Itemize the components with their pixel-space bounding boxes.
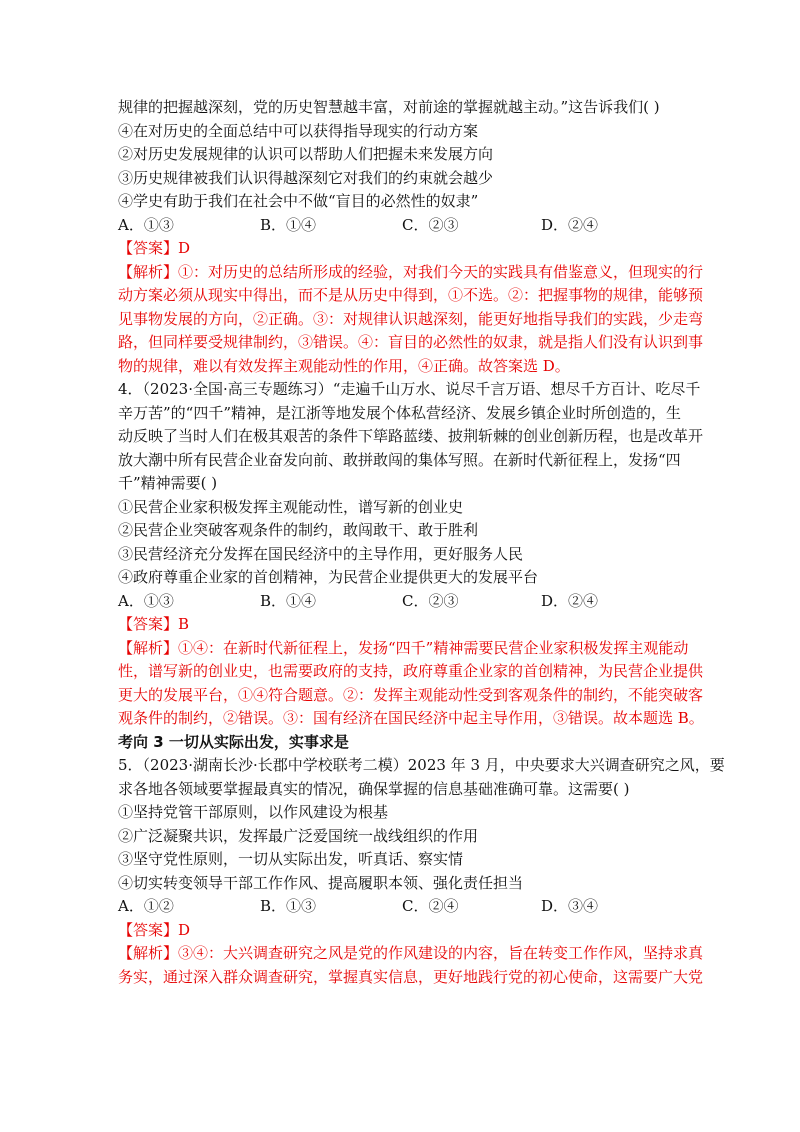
choice-item: ③历史规律被我们认识得越深刻它对我们的约束就会越少 <box>118 168 494 187</box>
choice-item: ②广泛凝聚共识，发挥最广泛爱国统一战线组织的作用 <box>118 826 479 845</box>
option-a: A．①③ <box>118 215 174 234</box>
analysis-line: 务实，通过深入群众调查研究，掌握真实信息，更好地践行党的初心使命，这需要广大党 <box>118 967 704 986</box>
choice-item: ④切实转变领导干部工作作风、提高履职本领、强化责任担当 <box>118 873 524 892</box>
question-stem: 5．（2023·湖南长沙·长郡中学校联考二模）2023 年 3 月，中央要求大兴调查研究之风，要 <box>118 756 725 774</box>
analysis-line: 性，谱写新的创业史，也需要政府的支持，政府尊重企业家的首创精神，为民营企业提供 <box>118 662 704 680</box>
analysis-line: 动方案必须从现实中得出，而不是从历史中得到，①不选。②：把握事物的规律，能够预 <box>118 286 704 304</box>
question-stem: 规律的把握越深刻，党的历史智慧越丰富，对前途的掌握就越主动。”这告诉我们( ) <box>118 98 660 116</box>
question-3 <box>118 96 704 378</box>
option-d: D．②④ <box>541 215 599 234</box>
option-a: A．①② <box>118 897 174 915</box>
option-b: B．①④ <box>260 591 317 610</box>
analysis-line: 【解析】①：对历史的总结所形成的经验，对我们今天的实践具有借鉴意义，但现实的行 <box>118 262 704 281</box>
analysis-line: 【解析】③④：大兴调查研究之风是党的作风建设的内容，旨在转变工作作风，坚持求真 <box>118 944 704 962</box>
analysis-line: 见事物发展的方向，②正确。③：对规律认识越深刻，能更好地指导我们的实践，少走弯 <box>118 309 704 328</box>
choice-item: ③民营经济充分发挥在国民经济中的主导作用，更好服务人民 <box>118 544 524 563</box>
option-c: C．②③ <box>402 591 459 610</box>
choice-item: ④政府尊重企业家的首创精神，为民营企业提供更大的发展平台 <box>118 568 539 586</box>
option-a: A．①③ <box>118 591 174 610</box>
option-c: C．②③ <box>402 215 459 234</box>
question-stem: 4．（2023·全国·高三专题练习）“走遍千山万水、说尽千言万语、想尽千方百计、吃尽千 <box>118 380 701 398</box>
choice-item: ④在对历史的全面总结中可以获得指导现实的行动方案 <box>118 121 479 140</box>
choice-item: ①坚持党管干部原则，以作风建设为根基 <box>118 803 389 821</box>
choice-item: ②对历史发展规律的认识可以帮助人们把握未来发展方向 <box>118 145 494 163</box>
option-c: C．②④ <box>402 897 459 915</box>
question-stem: 辛万苦”的“四千”精神，是江浙等地发展个体私营经济、发展乡镇企业时所创造的，生 <box>118 403 682 422</box>
option-d: D．②④ <box>541 591 599 610</box>
choice-item: ①民营企业家积极发挥主观能动性，谱写新的创业史 <box>118 497 464 516</box>
answer-options <box>118 590 688 614</box>
choice-item: ③坚守党性原则，一切从实际出发，听真话、察实情 <box>118 850 464 868</box>
section-heading: 考向 3 一切从实际出发，实事求是 <box>118 732 349 751</box>
question-stem: 动反映了当时人们在极其艰苦的条件下筚路蓝缕、披荆斩棘的创业创新历程，也是改革开 <box>118 427 704 445</box>
analysis-line: 路，但同样要受规律制约，③错误。④：盲目的必然性的奴隶，就是指人们没有认识到事 <box>118 333 704 351</box>
option-b: B．①③ <box>260 897 317 915</box>
choice-item: ④学史有助于我们在社会中不做“盲目的必然性的奴隶” <box>118 192 479 210</box>
analysis-line: 更大的发展平台，①④符合题意。②：发挥主观能动性受到客观条件的制约，不能突破客 <box>118 685 704 704</box>
answer-options <box>118 895 688 919</box>
question-stem: 求各地各领域要掌握最真实的情况，确保掌握的信息基础准确可靠。这需要( ) <box>118 779 630 798</box>
analysis-line: 观条件的制约，②错误。③：国有经济在国民经济中起主导作用，③错误。故本题选 B。 <box>118 709 704 727</box>
choice-item: ②民营企业突破客观条件的制约，敢闯敢干、敢于胜利 <box>118 521 479 539</box>
question-4 <box>118 378 704 731</box>
answer-key: 【答案】D <box>118 239 191 257</box>
analysis-line: 物的规律，难以有效发挥主观能动性的作用，④正确。故答案选 D。 <box>118 356 570 375</box>
option-d: D．③④ <box>541 897 599 915</box>
answer-key: 【答案】B <box>118 615 190 633</box>
analysis-line: 【解析】①④：在新时代新征程上，发扬“四千”精神需要民营企业家积极发挥主观能动 <box>118 638 689 657</box>
question-5 <box>118 754 725 989</box>
answer-key: 【答案】D <box>118 920 191 939</box>
question-stem: 千”精神需要( ) <box>118 474 218 492</box>
option-b: B．①④ <box>260 215 317 234</box>
answer-options <box>118 214 688 238</box>
document-page <box>118 96 725 989</box>
question-stem: 放大潮中所有民营企业奋发向前、敢拼敢闯的集体写照。在新时代新征程上，发扬“四 <box>118 450 681 469</box>
